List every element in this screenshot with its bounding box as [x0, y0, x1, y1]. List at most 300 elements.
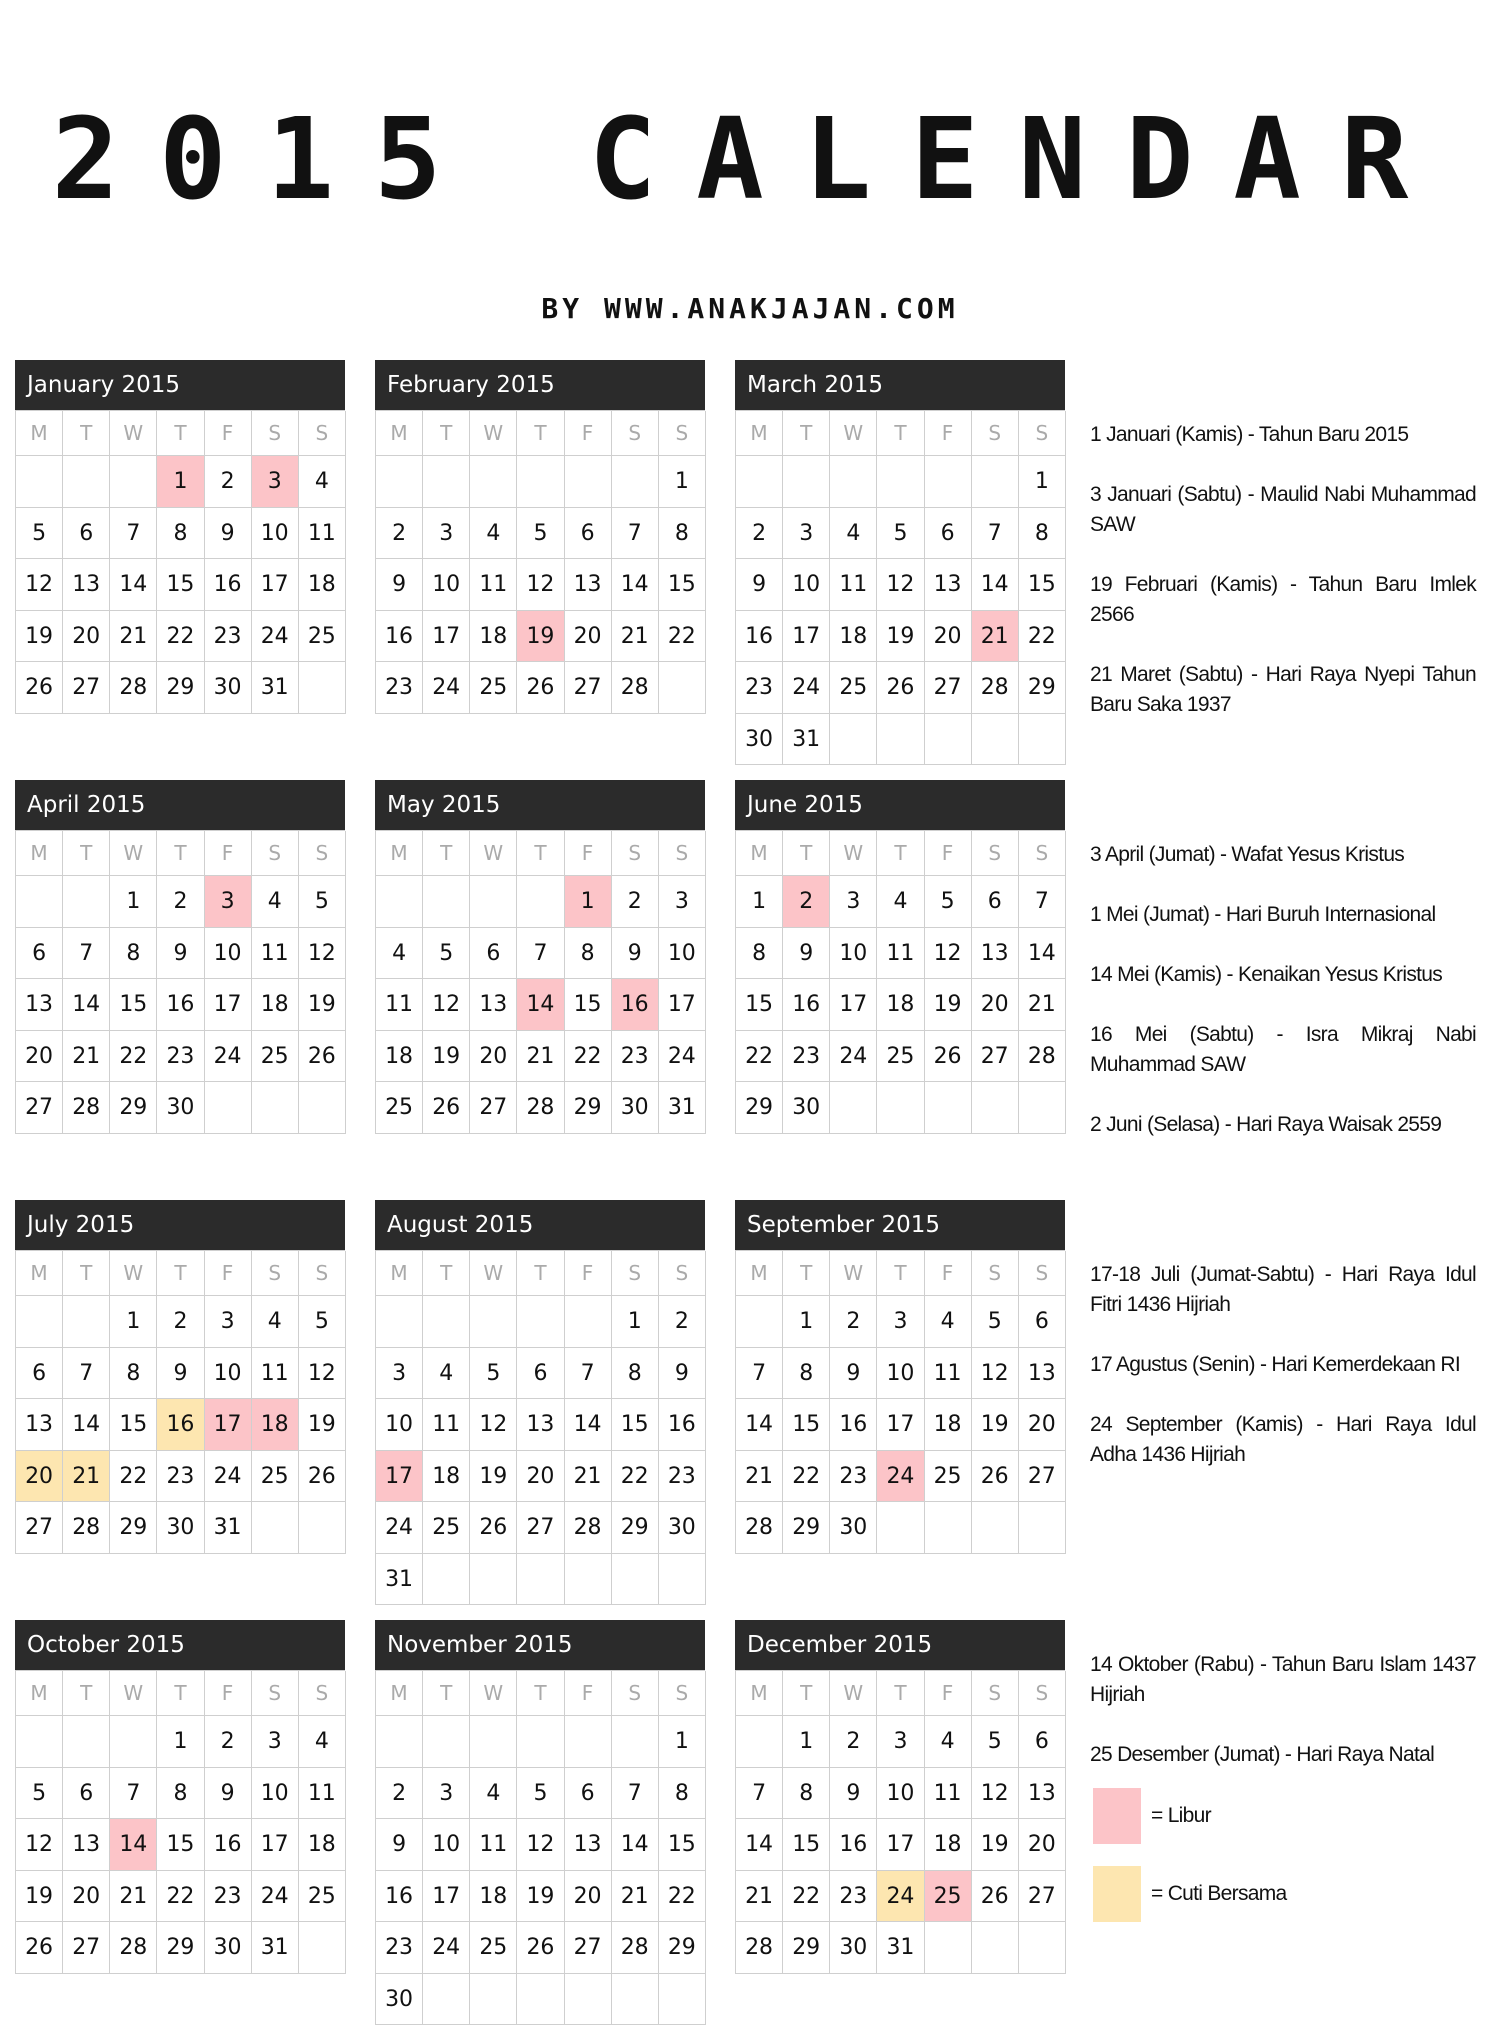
empty-cell: [376, 456, 423, 508]
weekday-header: T: [517, 1671, 564, 1716]
legend-cuti-label: = Cuti Bersama: [1151, 1882, 1287, 1905]
empty-cell: [470, 876, 517, 928]
legend-libur: [1093, 1788, 1473, 1844]
day-cell: 22: [659, 1871, 706, 1923]
day-cell: 18: [252, 1399, 299, 1451]
day-cell: 12: [972, 1348, 1019, 1400]
day-cell: 15: [1019, 559, 1066, 611]
day-cell: 4: [299, 1716, 346, 1768]
weekday-header: T: [423, 831, 470, 876]
day-cell: 1: [612, 1296, 659, 1348]
weekday-header: S: [659, 1251, 706, 1296]
day-cell: 6: [565, 508, 612, 560]
day-cell: 16: [783, 979, 830, 1031]
day-cell: 31: [205, 1502, 252, 1554]
month-calendar: [735, 1620, 1065, 1974]
day-cell: 24: [252, 1871, 299, 1923]
empty-cell: [517, 456, 564, 508]
day-cell: 7: [1019, 876, 1066, 928]
day-cell: 9: [830, 1768, 877, 1820]
day-cell: 30: [376, 1974, 423, 2026]
day-cell: 8: [110, 928, 157, 980]
day-cell: 4: [252, 1296, 299, 1348]
weekday-header: T: [783, 831, 830, 876]
day-cell: 8: [157, 508, 204, 560]
day-cell: 14: [1019, 928, 1066, 980]
weekday-header: S: [299, 1251, 346, 1296]
day-cell: 26: [16, 662, 63, 714]
empty-cell: [63, 1716, 110, 1768]
day-cell: 12: [877, 559, 924, 611]
day-cell: 3: [252, 456, 299, 508]
weekday-header: M: [376, 1671, 423, 1716]
day-cell: 1: [659, 456, 706, 508]
weekday-header: S: [252, 1251, 299, 1296]
weekday-header: T: [157, 831, 204, 876]
empty-cell: [299, 1922, 346, 1974]
empty-cell: [205, 1082, 252, 1134]
day-cell: 5: [16, 1768, 63, 1820]
day-cell: 26: [423, 1082, 470, 1134]
day-cell: 9: [205, 1768, 252, 1820]
day-cell: 15: [157, 559, 204, 611]
empty-cell: [612, 1716, 659, 1768]
empty-cell: [925, 1082, 972, 1134]
weekday-header: M: [736, 1671, 783, 1716]
month-calendar: [735, 360, 1065, 765]
day-cell: 28: [63, 1502, 110, 1554]
weekday-header: T: [157, 1251, 204, 1296]
day-cell: 30: [659, 1502, 706, 1554]
weekday-header: W: [830, 1671, 877, 1716]
day-cell: 15: [783, 1819, 830, 1871]
month-grid: [15, 830, 345, 1134]
day-cell: 29: [1019, 662, 1066, 714]
day-cell: 11: [299, 508, 346, 560]
holiday-entry: 1 Januari (Kamis) - Tahun Baru 2015: [1090, 423, 1409, 446]
day-cell: 2: [830, 1296, 877, 1348]
day-cell: 21: [63, 1451, 110, 1503]
day-cell: 23: [830, 1871, 877, 1923]
day-cell: 27: [972, 1031, 1019, 1083]
day-cell: 26: [299, 1451, 346, 1503]
weekday-header: T: [63, 1251, 110, 1296]
day-cell: 5: [470, 1348, 517, 1400]
day-cell: 13: [1019, 1348, 1066, 1400]
empty-cell: [612, 1554, 659, 1606]
weekday-header: S: [252, 411, 299, 456]
day-cell: 19: [972, 1819, 1019, 1871]
day-cell: 19: [299, 1399, 346, 1451]
weekday-header: M: [16, 1671, 63, 1716]
day-cell: 3: [783, 508, 830, 560]
day-cell: 30: [612, 1082, 659, 1134]
weekday-header: M: [16, 411, 63, 456]
day-cell: 28: [63, 1082, 110, 1134]
empty-cell: [972, 1502, 1019, 1554]
weekday-header: F: [205, 831, 252, 876]
day-cell: 11: [925, 1348, 972, 1400]
day-cell: 16: [157, 979, 204, 1031]
month-grid: [15, 1250, 345, 1554]
day-cell: 18: [925, 1399, 972, 1451]
month-calendar: [375, 1200, 705, 1605]
day-cell: 8: [659, 1768, 706, 1820]
day-cell: 20: [1019, 1819, 1066, 1871]
weekday-header: S: [972, 411, 1019, 456]
day-cell: 21: [565, 1451, 612, 1503]
month-title: March 2015: [735, 360, 1065, 410]
day-cell: 15: [659, 1819, 706, 1871]
legend-cuti: [1093, 1866, 1473, 1922]
day-cell: 8: [157, 1768, 204, 1820]
weekday-header: S: [1019, 411, 1066, 456]
empty-cell: [63, 456, 110, 508]
day-cell: 11: [925, 1768, 972, 1820]
empty-cell: [110, 1716, 157, 1768]
day-cell: 20: [63, 1871, 110, 1923]
day-cell: 12: [299, 1348, 346, 1400]
day-cell: 2: [783, 876, 830, 928]
month-calendar: [15, 1200, 345, 1554]
day-cell: 29: [565, 1082, 612, 1134]
holiday-entry: 2 Juni (Selasa) - Hari Raya Waisak 2559: [1090, 1113, 1442, 1136]
day-cell: 16: [157, 1399, 204, 1451]
day-cell: 12: [972, 1768, 1019, 1820]
weekday-header: W: [830, 1251, 877, 1296]
holiday-entry: 3 Januari (Sabtu) - Maulid Nabi Muhammad SAW: [1090, 483, 1476, 536]
day-cell: 5: [517, 1768, 564, 1820]
weekday-header: F: [205, 1251, 252, 1296]
day-cell: 28: [1019, 1031, 1066, 1083]
day-cell: 8: [1019, 508, 1066, 560]
month-grid: [375, 830, 705, 1134]
day-cell: 19: [423, 1031, 470, 1083]
day-cell: 27: [470, 1082, 517, 1134]
day-cell: 2: [157, 1296, 204, 1348]
day-cell: 18: [252, 979, 299, 1031]
weekday-header: T: [517, 1251, 564, 1296]
day-cell: 8: [659, 508, 706, 560]
weekday-header: M: [376, 1251, 423, 1296]
weekday-header: M: [736, 831, 783, 876]
day-cell: 25: [470, 662, 517, 714]
day-cell: 26: [470, 1502, 517, 1554]
day-cell: 22: [736, 1031, 783, 1083]
day-cell: 17: [423, 1871, 470, 1923]
empty-cell: [63, 876, 110, 928]
page-subtitle: BY WWW.ANAKJAJAN.COM: [541, 292, 959, 325]
day-cell: 21: [517, 1031, 564, 1083]
day-cell: 25: [925, 1871, 972, 1923]
day-cell: 13: [972, 928, 1019, 980]
day-cell: 25: [252, 1451, 299, 1503]
weekday-header: W: [470, 1251, 517, 1296]
day-cell: 14: [63, 1399, 110, 1451]
day-cell: 12: [423, 979, 470, 1031]
month-calendar: [735, 780, 1065, 1134]
day-cell: 9: [783, 928, 830, 980]
weekday-header: S: [1019, 1251, 1066, 1296]
weekday-header: T: [423, 1671, 470, 1716]
day-cell: 22: [565, 1031, 612, 1083]
empty-cell: [783, 456, 830, 508]
holiday-list-q3: [1090, 1260, 1476, 1500]
day-cell: 27: [925, 662, 972, 714]
month-grid: [375, 1250, 705, 1605]
day-cell: 21: [736, 1451, 783, 1503]
day-cell: 7: [972, 508, 1019, 560]
month-title: November 2015: [375, 1620, 705, 1670]
day-cell: 20: [925, 611, 972, 663]
day-cell: 23: [736, 662, 783, 714]
day-cell: 24: [877, 1451, 924, 1503]
weekday-header: F: [925, 411, 972, 456]
day-cell: 13: [925, 559, 972, 611]
empty-cell: [972, 456, 1019, 508]
day-cell: 9: [830, 1348, 877, 1400]
day-cell: 25: [376, 1082, 423, 1134]
day-cell: 18: [470, 611, 517, 663]
day-cell: 28: [612, 1922, 659, 1974]
day-cell: 23: [612, 1031, 659, 1083]
empty-cell: [376, 1296, 423, 1348]
day-cell: 17: [659, 979, 706, 1031]
day-cell: 19: [972, 1399, 1019, 1451]
weekday-header: S: [299, 411, 346, 456]
empty-cell: [299, 1082, 346, 1134]
day-cell: 17: [877, 1399, 924, 1451]
day-cell: 15: [736, 979, 783, 1031]
holiday-entry: 24 September (Kamis) - Hari Raya Idul Adha 1436 Hijriah: [1090, 1413, 1476, 1466]
day-cell: 26: [16, 1922, 63, 1974]
day-cell: 24: [376, 1502, 423, 1554]
day-cell: 30: [205, 1922, 252, 1974]
day-cell: 28: [972, 662, 1019, 714]
month-grid: [15, 1670, 345, 1974]
month-calendar: [375, 1620, 705, 2025]
weekday-header: W: [110, 411, 157, 456]
day-cell: 29: [110, 1082, 157, 1134]
empty-cell: [1019, 714, 1066, 766]
day-cell: 12: [299, 928, 346, 980]
day-cell: 3: [376, 1348, 423, 1400]
day-cell: 12: [470, 1399, 517, 1451]
day-cell: 31: [252, 662, 299, 714]
empty-cell: [877, 1502, 924, 1554]
day-cell: 16: [376, 611, 423, 663]
day-cell: 6: [63, 1768, 110, 1820]
day-cell: 21: [110, 1871, 157, 1923]
day-cell: 17: [830, 979, 877, 1031]
day-cell: 1: [157, 456, 204, 508]
day-cell: 10: [659, 928, 706, 980]
weekday-header: M: [16, 831, 63, 876]
day-cell: 20: [517, 1451, 564, 1503]
day-cell: 30: [157, 1082, 204, 1134]
month-title: September 2015: [735, 1200, 1065, 1250]
day-cell: 24: [783, 662, 830, 714]
day-cell: 7: [110, 1768, 157, 1820]
weekday-header: T: [877, 411, 924, 456]
day-cell: 16: [612, 979, 659, 1031]
day-cell: 3: [830, 876, 877, 928]
empty-cell: [63, 1296, 110, 1348]
day-cell: 19: [877, 611, 924, 663]
day-cell: 18: [299, 559, 346, 611]
weekday-header: M: [736, 1251, 783, 1296]
day-cell: 25: [299, 611, 346, 663]
day-cell: 10: [252, 1768, 299, 1820]
day-cell: 9: [376, 559, 423, 611]
empty-cell: [299, 1502, 346, 1554]
weekday-header: W: [830, 411, 877, 456]
day-cell: 2: [736, 508, 783, 560]
day-cell: 17: [783, 611, 830, 663]
day-cell: 14: [612, 1819, 659, 1871]
weekday-header: F: [565, 411, 612, 456]
weekday-header: S: [972, 831, 1019, 876]
day-cell: 20: [565, 1871, 612, 1923]
day-cell: 28: [110, 1922, 157, 1974]
day-cell: 31: [659, 1082, 706, 1134]
day-cell: 11: [299, 1768, 346, 1820]
day-cell: 5: [423, 928, 470, 980]
month-grid: [735, 830, 1065, 1134]
day-cell: 12: [517, 559, 564, 611]
weekday-header: S: [612, 411, 659, 456]
day-cell: 20: [972, 979, 1019, 1031]
day-cell: 26: [517, 1922, 564, 1974]
weekday-header: S: [659, 1671, 706, 1716]
weekday-header: T: [783, 1671, 830, 1716]
weekday-header: W: [110, 1671, 157, 1716]
weekday-header: F: [565, 1251, 612, 1296]
day-cell: 10: [252, 508, 299, 560]
day-cell: 11: [877, 928, 924, 980]
day-cell: 1: [110, 1296, 157, 1348]
day-cell: 29: [783, 1922, 830, 1974]
empty-cell: [659, 1974, 706, 2026]
weekday-header: T: [157, 1671, 204, 1716]
weekday-header: W: [830, 831, 877, 876]
weekday-header: S: [972, 1251, 1019, 1296]
day-cell: 29: [783, 1502, 830, 1554]
day-cell: 5: [299, 1296, 346, 1348]
day-cell: 27: [63, 662, 110, 714]
day-cell: 2: [205, 456, 252, 508]
weekday-header: S: [659, 831, 706, 876]
day-cell: 13: [470, 979, 517, 1031]
day-cell: 19: [925, 979, 972, 1031]
empty-cell: [299, 662, 346, 714]
empty-cell: [423, 456, 470, 508]
day-cell: 24: [205, 1451, 252, 1503]
day-cell: 7: [612, 1768, 659, 1820]
day-cell: 1: [783, 1716, 830, 1768]
empty-cell: [470, 1974, 517, 2026]
weekday-header: W: [470, 411, 517, 456]
empty-cell: [423, 1554, 470, 1606]
month-calendar: [15, 1620, 345, 1974]
empty-cell: [423, 876, 470, 928]
day-cell: 29: [736, 1082, 783, 1134]
day-cell: 29: [612, 1502, 659, 1554]
holiday-entry: 16 Mei (Sabtu) - Isra Mikraj Nabi Muhammad SAW: [1090, 1023, 1476, 1076]
day-cell: 24: [423, 662, 470, 714]
day-cell: 8: [736, 928, 783, 980]
day-cell: 4: [376, 928, 423, 980]
month-calendar: [375, 360, 705, 714]
day-cell: 14: [972, 559, 1019, 611]
day-cell: 10: [877, 1768, 924, 1820]
weekday-header: T: [877, 1251, 924, 1296]
day-cell: 5: [16, 508, 63, 560]
weekday-header: T: [63, 831, 110, 876]
day-cell: 4: [830, 508, 877, 560]
empty-cell: [517, 876, 564, 928]
day-cell: 19: [299, 979, 346, 1031]
day-cell: 15: [659, 559, 706, 611]
day-cell: 27: [1019, 1451, 1066, 1503]
day-cell: 16: [205, 1819, 252, 1871]
day-cell: 23: [205, 611, 252, 663]
day-cell: 17: [252, 559, 299, 611]
day-cell: 25: [299, 1871, 346, 1923]
day-cell: 24: [877, 1871, 924, 1923]
empty-cell: [1019, 1502, 1066, 1554]
day-cell: 29: [659, 1922, 706, 1974]
day-cell: 4: [925, 1296, 972, 1348]
day-cell: 31: [376, 1554, 423, 1606]
weekday-header: F: [565, 831, 612, 876]
day-cell: 27: [16, 1082, 63, 1134]
month-title: February 2015: [375, 360, 705, 410]
weekday-header: F: [925, 831, 972, 876]
day-cell: 6: [517, 1348, 564, 1400]
empty-cell: [736, 1716, 783, 1768]
day-cell: 22: [1019, 611, 1066, 663]
month-title: December 2015: [735, 1620, 1065, 1670]
holiday-list-q1: [1090, 420, 1476, 750]
empty-cell: [612, 456, 659, 508]
day-cell: 16: [205, 559, 252, 611]
month-grid: [375, 1670, 705, 2025]
day-cell: 27: [565, 662, 612, 714]
day-cell: 21: [63, 1031, 110, 1083]
day-cell: 18: [470, 1871, 517, 1923]
weekday-header: S: [1019, 831, 1066, 876]
day-cell: 7: [565, 1348, 612, 1400]
day-cell: 11: [470, 1819, 517, 1871]
day-cell: 5: [877, 508, 924, 560]
holiday-entry: 25 Desember (Jumat) - Hari Raya Natal: [1090, 1743, 1435, 1766]
day-cell: 30: [157, 1502, 204, 1554]
day-cell: 30: [205, 662, 252, 714]
day-cell: 26: [299, 1031, 346, 1083]
day-cell: 4: [877, 876, 924, 928]
day-cell: 28: [517, 1082, 564, 1134]
day-cell: 22: [783, 1451, 830, 1503]
day-cell: 9: [205, 508, 252, 560]
empty-cell: [423, 1716, 470, 1768]
empty-cell: [877, 714, 924, 766]
empty-cell: [470, 1554, 517, 1606]
empty-cell: [470, 456, 517, 508]
weekday-header: W: [470, 831, 517, 876]
weekday-header: T: [157, 411, 204, 456]
day-cell: 7: [63, 928, 110, 980]
